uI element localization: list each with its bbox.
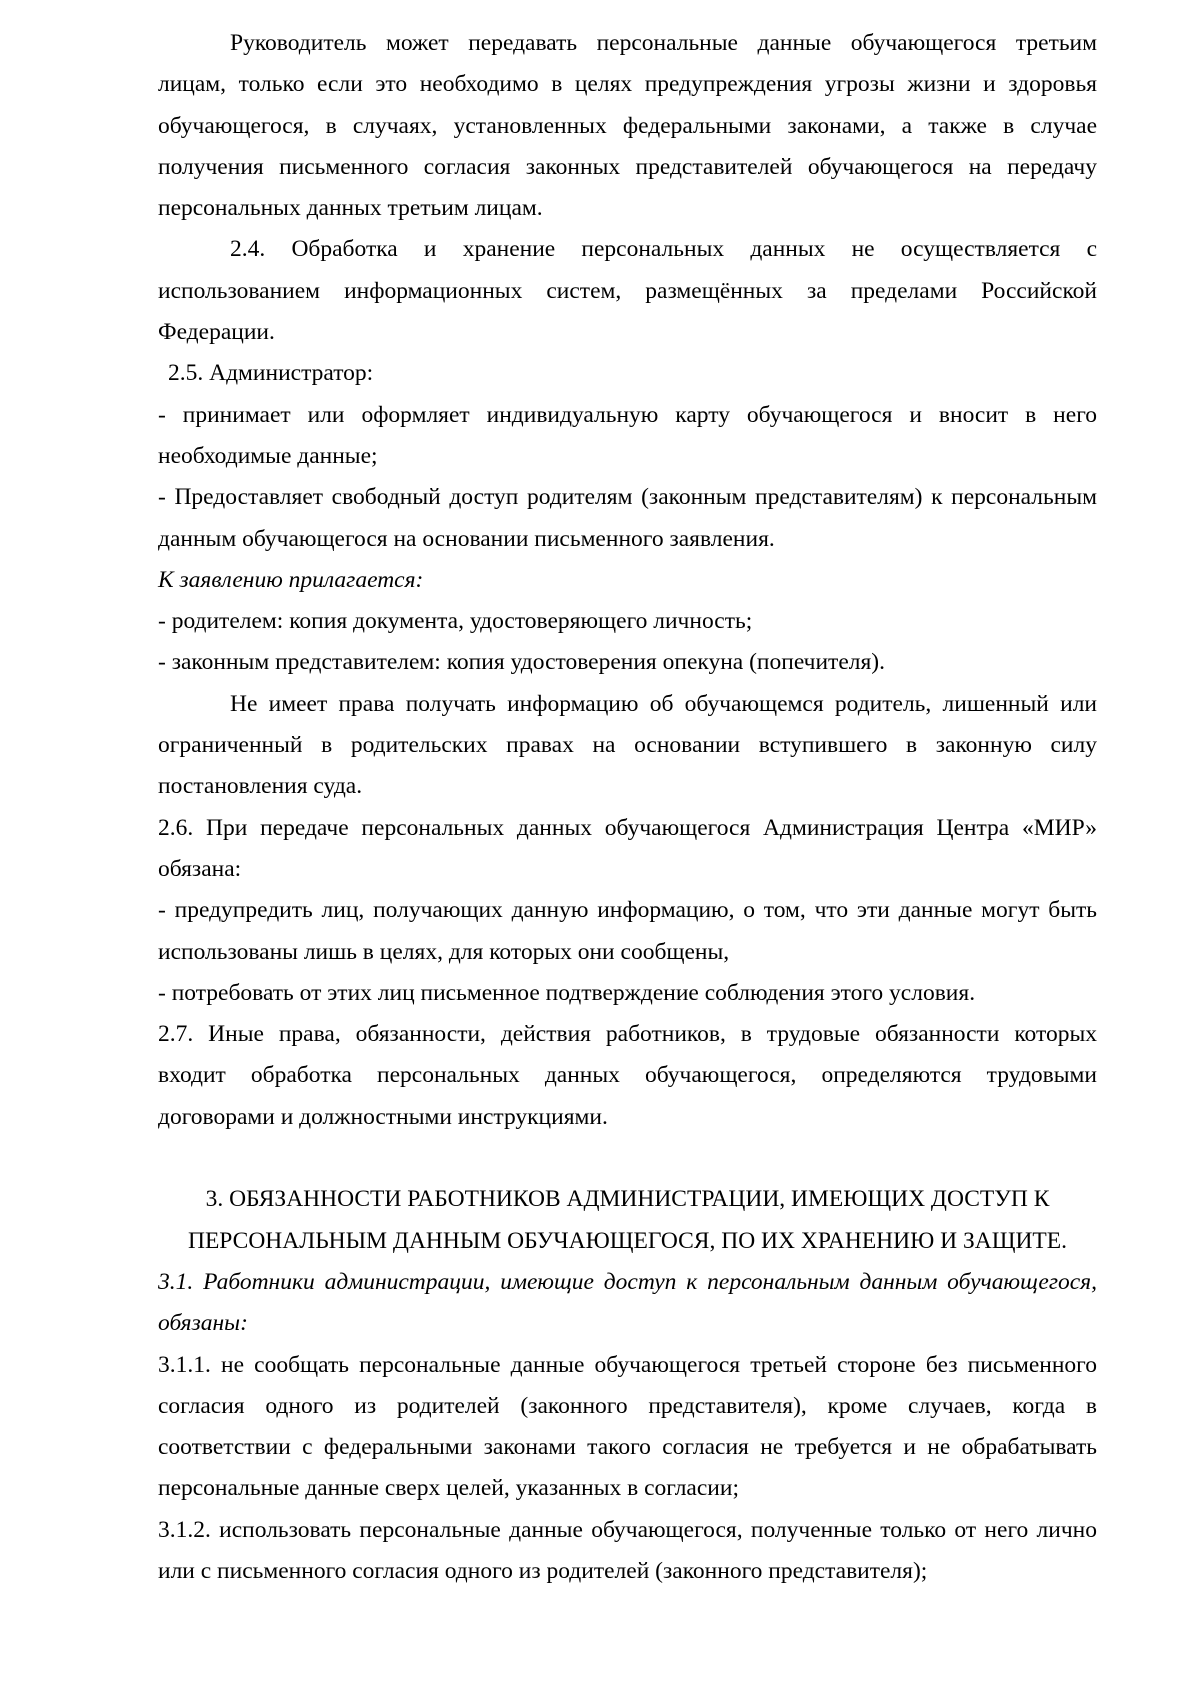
text-line: обучающегося, в случаях, установленных федеральными законами, а также в случае — [158, 112, 1097, 139]
item-parent-identity-copy — [158, 601, 1097, 642]
text-line: 3.1.2. использовать персональные данные обучающегося, полученные только от него лично — [158, 1516, 1097, 1543]
text-line: лицам, только если это необходимо в целях предупреждения угрозы жизни и здоровья — [158, 71, 1097, 98]
para-application-attachment — [158, 560, 1097, 601]
text-line: 2.6. При передаче персональных данных обучающегося Администрация Центра «МИР» — [158, 814, 1097, 841]
text-line: - предупредить лиц, получающих данную информацию, о том, что эти данные могут быть — [158, 897, 1097, 924]
text-line: получения письменного согласия законных представителей обучающегося на передачу — [158, 153, 1097, 180]
text-line: К заявлению прилагается: — [158, 566, 424, 593]
spacer-before-section-3 — [158, 1138, 1097, 1179]
heading-section-3 — [158, 1179, 1097, 1262]
text-line: или с письменного согласия одного из родителей (законного представителя); — [158, 1557, 928, 1584]
text-line: 3.1. Работники администрации, имеющие доступ к персональным данным обучающегося, — [158, 1268, 1097, 1295]
para-3-1-2-use-of-data — [158, 1510, 1097, 1593]
text-line: договорами и должностными инструкциями. — [158, 1103, 608, 1130]
text-line: соответствии с федеральными законами такого согласия не требуется и не обрабатывать — [158, 1434, 1097, 1461]
text-line: - Предоставляет свободный доступ родителям (законным представителям) к персональным — [158, 484, 1097, 511]
text-line: 2.7. Иные права, обязанности, действия работников, в трудовые обязанности которых — [158, 1021, 1097, 1048]
text-line: обязаны: — [158, 1310, 248, 1337]
item-guardian-certificate-copy — [158, 642, 1097, 683]
text-line: 3. ОБЯЗАННОСТИ РАБОТНИКОВ АДМИНИСТРАЦИИ, ИМЕЮЩИХ ДОСТУП К — [205, 1186, 1050, 1213]
para-deprived-parent-no-right — [158, 684, 1097, 808]
text-line: постановления суда. — [158, 773, 363, 800]
text-line: Руководитель может передавать персональные данные обучающегося третьим — [230, 30, 1097, 56]
text-line: 2.4. Обработка и хранение персональных данных не осуществляется с — [230, 236, 1097, 263]
item-free-access-for-parents — [158, 477, 1097, 560]
para-3-1-1-no-disclosure — [158, 1345, 1097, 1510]
text-line: - принимает или оформляет индивидуальную карту обучающегося и вносит в него — [158, 401, 1097, 428]
text-line: Не имеет права получать информацию об обучающемся родитель, лишенный или — [230, 690, 1097, 717]
text-line: - законным представителем: копия удостоверения опекуна (попечителя). — [158, 649, 885, 676]
text-line: - родителем: копия документа, удостоверяющего личность; — [158, 608, 753, 635]
para-transfer-to-third-parties — [158, 23, 1097, 229]
text-line: использованы лишь в целях, для которых они сообщены, — [158, 938, 730, 965]
text-line: входит обработка персональных данных обучающегося, определяются трудовыми — [158, 1062, 1097, 1089]
text-line: - потребовать от этих лиц письменное подтверждение соблюдения этого условия. — [158, 979, 976, 1006]
text-line: необходимые данные; — [158, 442, 378, 469]
blank-line — [158, 1138, 1097, 1179]
para-3-1-workers-obliged — [158, 1262, 1097, 1345]
text-line: данным обучающегося на основании письменного заявления. — [158, 525, 775, 552]
text-line: персональных данных третьим лицам. — [158, 195, 543, 222]
text-line: использованием информационных систем, размещённых за пределами Российской — [158, 277, 1097, 304]
text-line: 3.1.1. не сообщать персональные данные обучающегося третьей стороне без письменного — [158, 1351, 1097, 1378]
item-warn-recipients — [158, 890, 1097, 973]
text-line: Федерации. — [158, 319, 275, 346]
text-line: обязана: — [158, 855, 242, 882]
para-2-5-administrator — [158, 353, 1097, 394]
text-line: персональные данные сверх целей, указанных в согласии; — [158, 1475, 739, 1502]
text-line: ПЕРСОНАЛЬНЫМ ДАННЫМ ОБУЧАЮЩЕГОСЯ, ПО ИХ ХРАНЕНИЮ И ЗАЩИТЕ. — [187, 1227, 1068, 1254]
text-line: ограниченный в родительских правах на основании вступившего в законную силу — [158, 732, 1097, 759]
para-2-4-processing-storage — [158, 229, 1097, 353]
text-line: 2.5. Администратор: — [168, 360, 374, 387]
text-line: согласия одного из родителей (законного представителя), кроме случаев, когда в — [158, 1392, 1097, 1419]
document-content — [158, 23, 1097, 1592]
para-2-6-administration-obligations — [158, 808, 1097, 891]
item-require-written-confirmation — [158, 973, 1097, 1014]
para-2-7-other-rights — [158, 1014, 1097, 1138]
item-individual-card — [158, 395, 1097, 478]
